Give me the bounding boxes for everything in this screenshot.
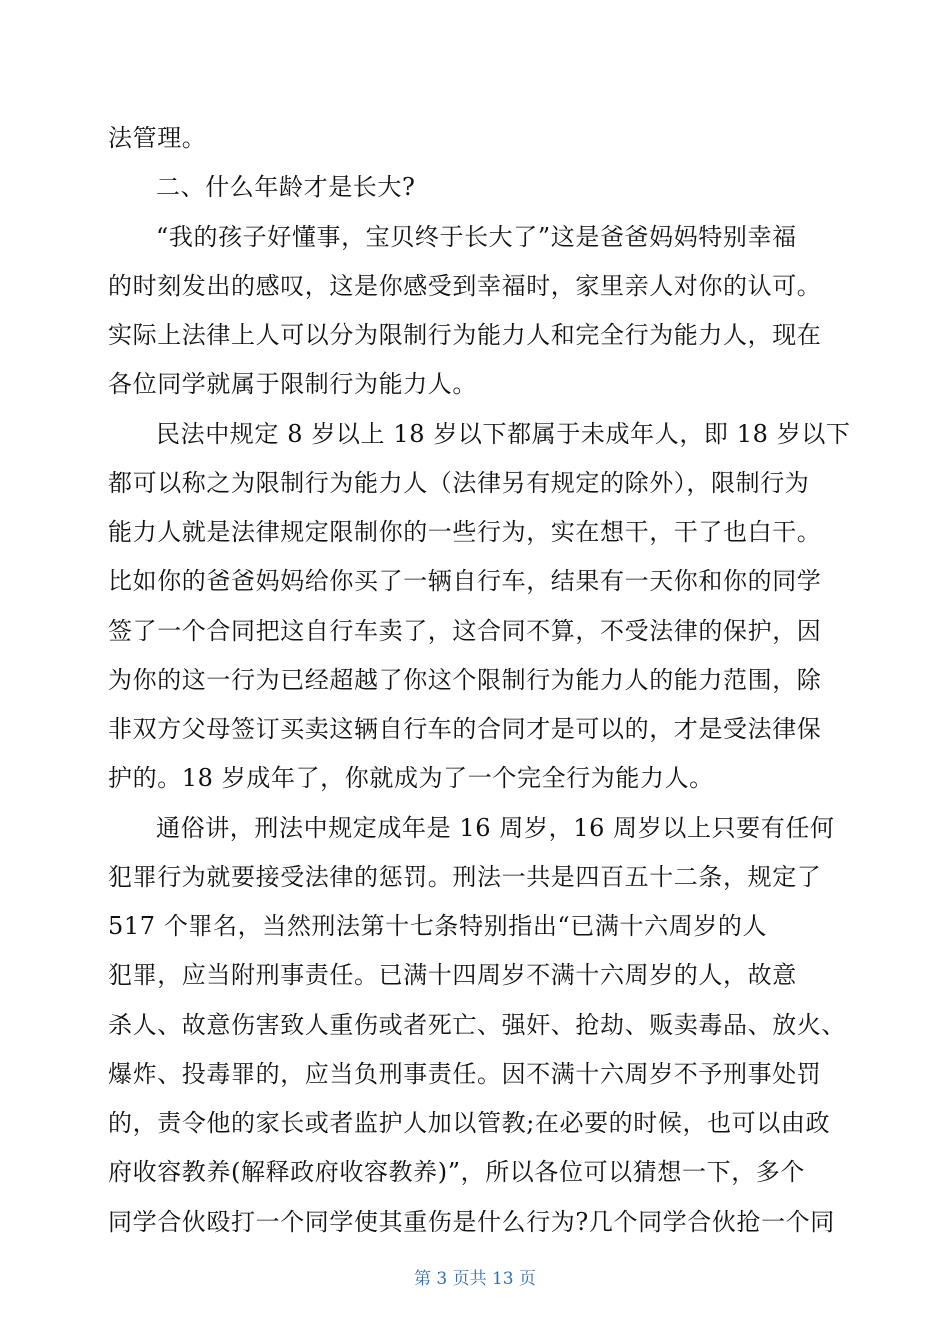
text-line: 的时刻发出的感叹，这是你感受到幸福时，家里亲人对你的认可。	[108, 272, 822, 300]
text-line: 府收容教养(解释政府收容教养)”，所以各位可以猜想一下，多个	[108, 1158, 805, 1186]
text-line: “我的孩子好懂事，宝贝终于长大了”这是爸爸妈妈特别幸福	[156, 223, 797, 251]
text-line: 杀人、故意伤害致人重伤或者死亡、强奸、抢劫、贩卖毒品、放火、	[108, 1011, 846, 1039]
text-line: 实际上法律上人可以分为限制行为能力人和完全行为能力人，现在	[108, 321, 822, 349]
text-line: 犯罪，应当附刑事责任。已满十四周岁不满十六周岁的人，故意	[108, 961, 797, 989]
text-line: 都可以称之为限制行为能力人（法律另有规定的除外），限制行为	[108, 469, 810, 497]
text-line: 犯罪行为就要接受法律的惩罚。刑法一共是四百五十二条，规定了	[108, 863, 822, 891]
page-number-footer: 第 3 页共 13 页	[413, 1269, 537, 1289]
text-line: 爆炸、投毒罪的，应当负刑事责任。因不满十六周岁不予刑事处罚	[108, 1060, 822, 1088]
text-line: 的，责令他的家长或者监护人加以管教;在必要的时候，也可以由政	[108, 1109, 831, 1137]
text-line: 517 个罪名，当然刑法第十七条特别指出“已满十六周岁的人	[108, 912, 768, 940]
text-line: 民法中规定 8 岁以上 18 岁以下都属于未成年人，即 18 岁以下	[156, 420, 851, 448]
section-heading: 二、什么年龄才是长大?	[156, 173, 416, 201]
text-line: 各位同学就属于限制行为能力人。	[108, 370, 477, 398]
text-line: 非双方父母签订买卖这辆自行车的合同才是可以的，才是受法律保	[108, 715, 822, 743]
text-line: 能力人就是法律规定限制你的一些行为，实在想干，干了也白干。	[108, 518, 822, 546]
text-line: 签了一个合同把这自行车卖了，这合同不算，不受法律的保护，因	[108, 617, 822, 645]
text-line: 同学合伙殴打一个同学使其重伤是什么行为?几个同学合伙抢一个同	[108, 1208, 835, 1236]
text-line: 法管理。	[108, 124, 207, 152]
text-line: 比如你的爸爸妈妈给你买了一辆自行车，结果有一天你和你的同学	[108, 567, 822, 595]
text-line: 为你的这一行为已经超越了你这个限制行为能力人的能力范围，除	[108, 666, 822, 694]
text-line: 护的。18 岁成年了，你就成为了一个完全行为能力人。	[108, 764, 714, 792]
text-line: 通俗讲，刑法中规定成年是 16 周岁，16 周岁以上只要有任何	[156, 814, 835, 842]
